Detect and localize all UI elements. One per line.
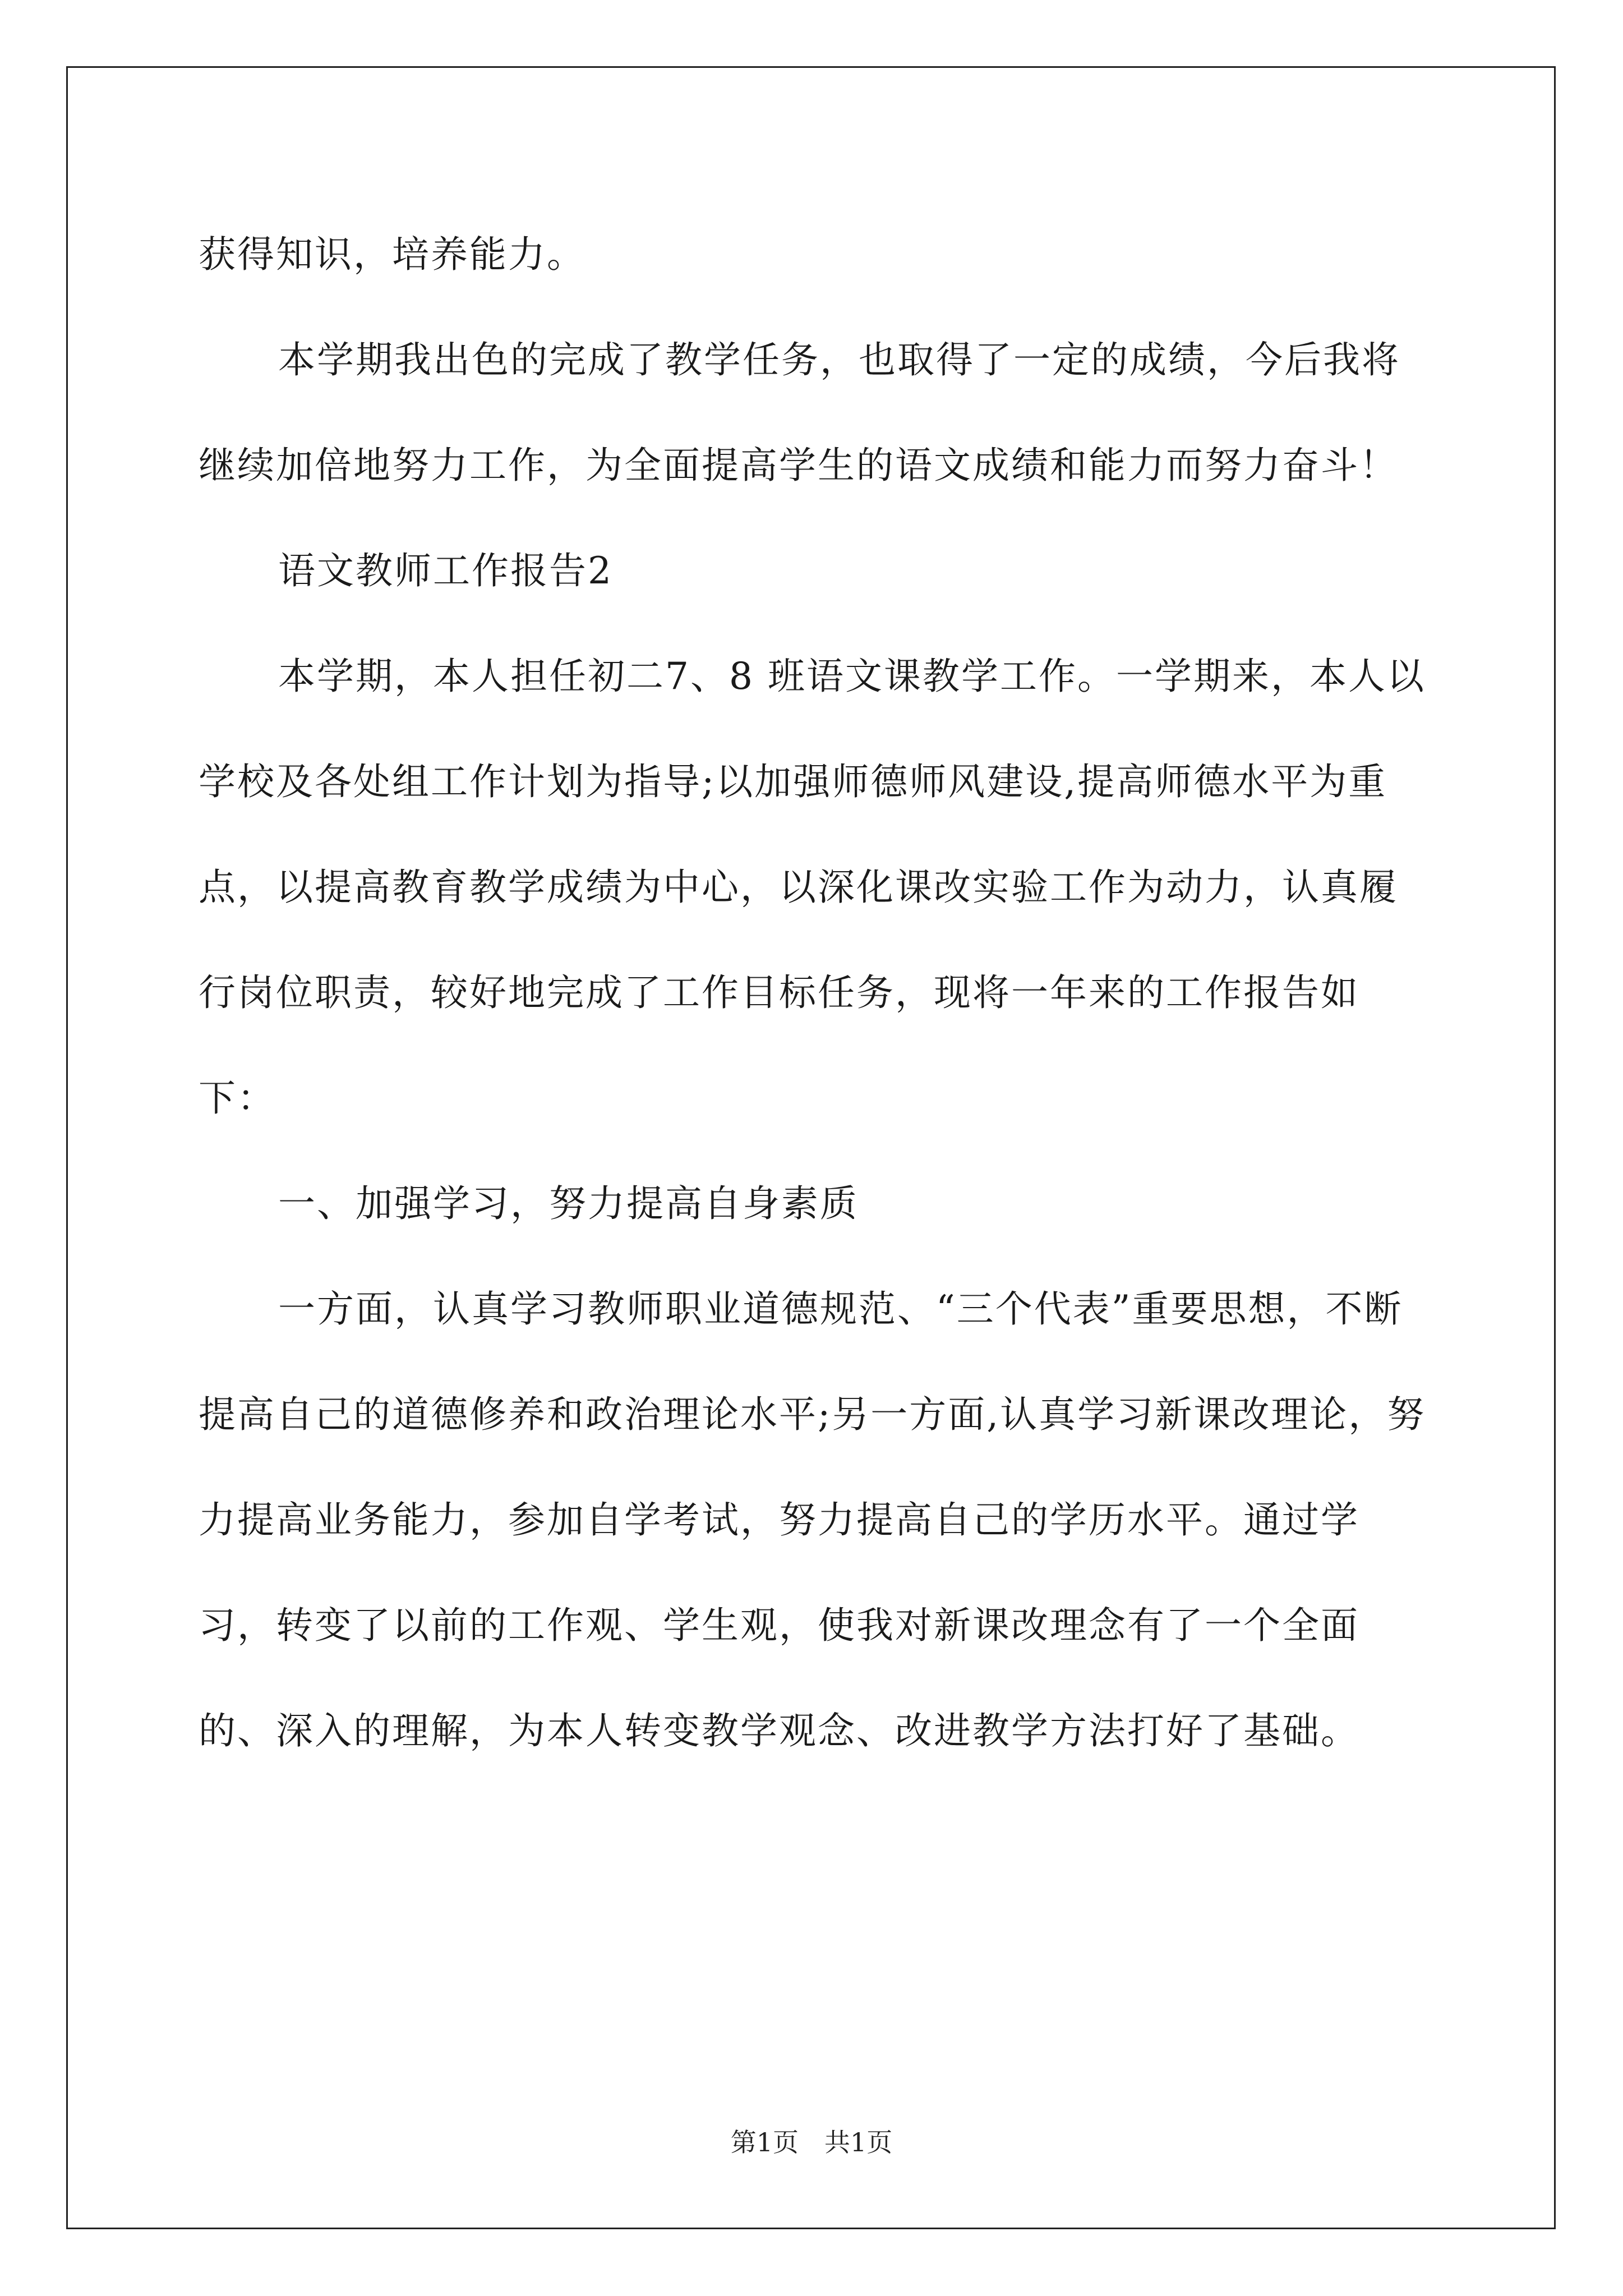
paragraph-intro: 本学期，本人担任初二7、8 班语文课教学工作。一学期来，本人以学校及各处组工作计划为指导;以加强师德师风建设,提高师德水平为重点，以提高教育教学成绩为中心，以深化课改实验工作为动力，认真履行岗位职责，较好地完成了工作目标任务，现将一年来的工作报告如下： [199, 655, 1426, 1120]
paragraph-continuation: 获得知识，培养能力。 [199, 233, 585, 276]
document-body [199, 202, 1432, 1784]
section-heading: 一、加强学习，努力提高自身素质 [278, 1182, 859, 1225]
section-title: 语文教师工作报告2 [278, 549, 613, 592]
paragraph-study: 一方面，认真学习教师职业道德规范、“三个代表”重要思想，不断提高自己的道德修养和政治理论水平;另一方面,认真学习新课改理论，努力提高业务能力，参加自学考试，努力提高自己的学历水平。通过学习，转变了以前的工作观、学生观，使我对新课改理念有了一个全面的、深入的理解，为本人转变教学观念、改进教学方法打好了基础。 [199, 1287, 1426, 1752]
page-number: 第1页 共1页 [730, 2127, 893, 2157]
paragraph-summary: 本学期我出色的完成了教学任务，也取得了一定的成绩，今后我将继续加倍地努力工作，为全面提高学生的语文成绩和能力而努力奋斗！ [199, 338, 1400, 487]
